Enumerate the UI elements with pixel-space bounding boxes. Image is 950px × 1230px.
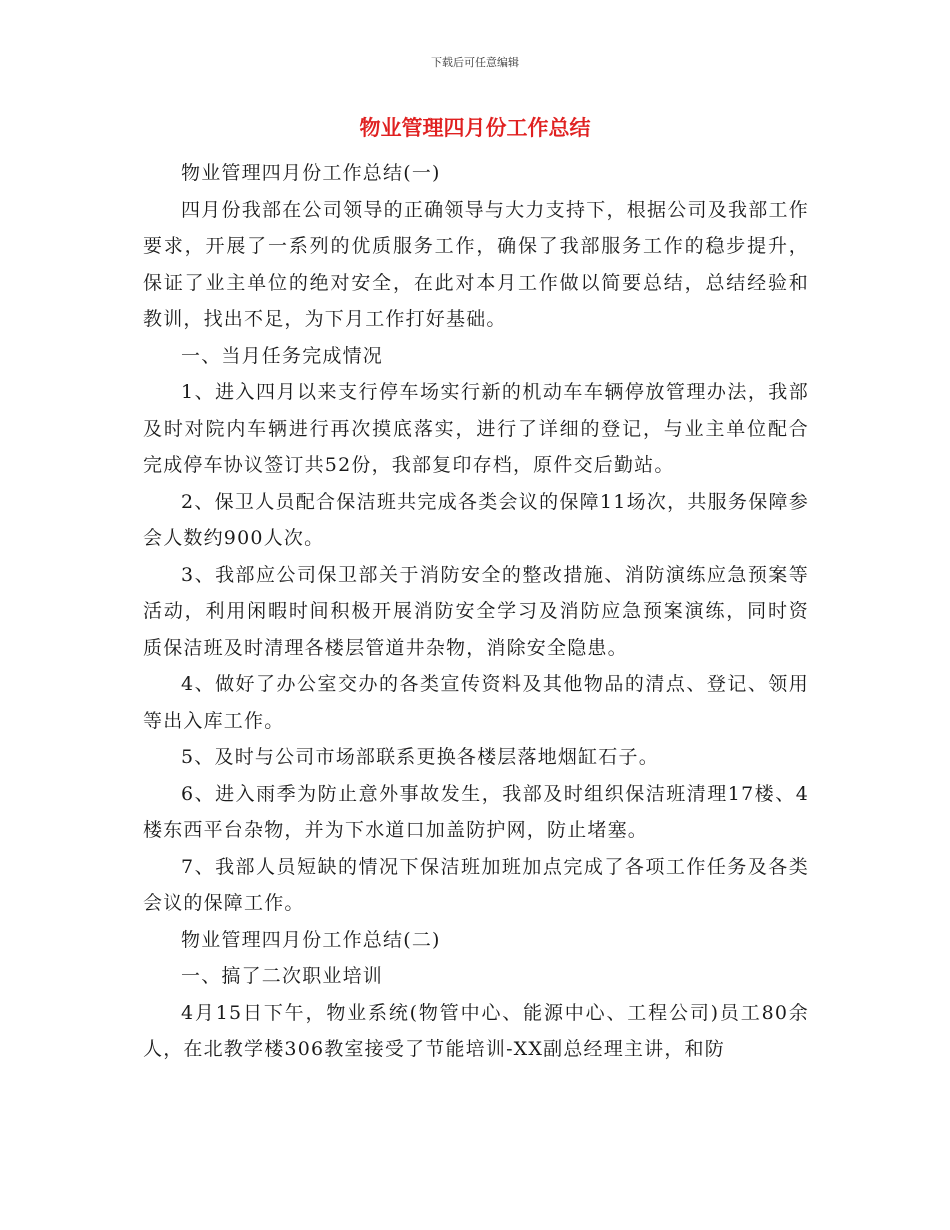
- section-heading: 物业管理四月份工作总结(二): [181, 928, 441, 951]
- list-item: 2、保卫人员配合保洁班共完成各类会议的保障11场次，共服务保障参会人数约900人次。: [143, 490, 809, 549]
- list-item: 1、进入四月以来支行停车场实行新的机动车车辆停放管理办法，我部及时对院内车辆进行再次摸底落实，进行了详细的登记，与业主单位配合完成停车协议签订共52份，我部复印存档，原件交后勤站。: [143, 381, 809, 476]
- subsection-heading: 一、当月任务完成情况: [181, 344, 384, 367]
- list-item: 6、进入雨季为防止意外事故发生，我部及时组织保洁班清理17楼、4楼东西平台杂物，并为下水道口加盖防护网，防止堵塞。: [143, 782, 809, 841]
- subsection-heading: 一、搞了二次职业培训: [181, 965, 384, 987]
- list-item: 7、我部人员短缺的情况下保洁班加班加点完成了各项工作任务及各类会议的保障工作。: [143, 855, 809, 914]
- list-item: 3、我部应公司保卫部关于消防安全的整改措施、消防演练应急预案等活动，利用闲暇时间积极开展消防安全学习及消防应急预案演练，同时资质保洁班及时清理各楼层管道井杂物，消除安全隐患。: [143, 563, 809, 659]
- section-heading: 物业管理四月份工作总结(一): [181, 162, 441, 184]
- paragraph: 四月份我部在公司领导的正确领导与大力支持下，根据公司及我部工作要求，开展了一系列的优质服务工作，确保了我部服务工作的稳步提升，保证了业主单位的绝对安全，在此对本月工作做以简要总结，总结经验和教训，找出不足，为下月工作打好基础。: [143, 198, 809, 330]
- paragraph: 4月15日下午，物业系统(物管中心、能源中心、工程公司)员工80余人，在北教学楼306教室接受了节能培训-XX副总经理主讲，和防: [143, 1001, 809, 1060]
- document-body: [143, 155, 809, 1068]
- list-item: 5、及时与公司市场部联系更换各楼层落地烟缸石子。: [181, 746, 659, 768]
- document-title: 物业管理四月份工作总结: [359, 116, 591, 140]
- header-note: 下载后可任意编辑: [431, 56, 519, 69]
- list-item: 4、做好了办公室交办的各类宣传资料及其他物品的清点、登记、领用等出入库工作。: [143, 673, 809, 732]
